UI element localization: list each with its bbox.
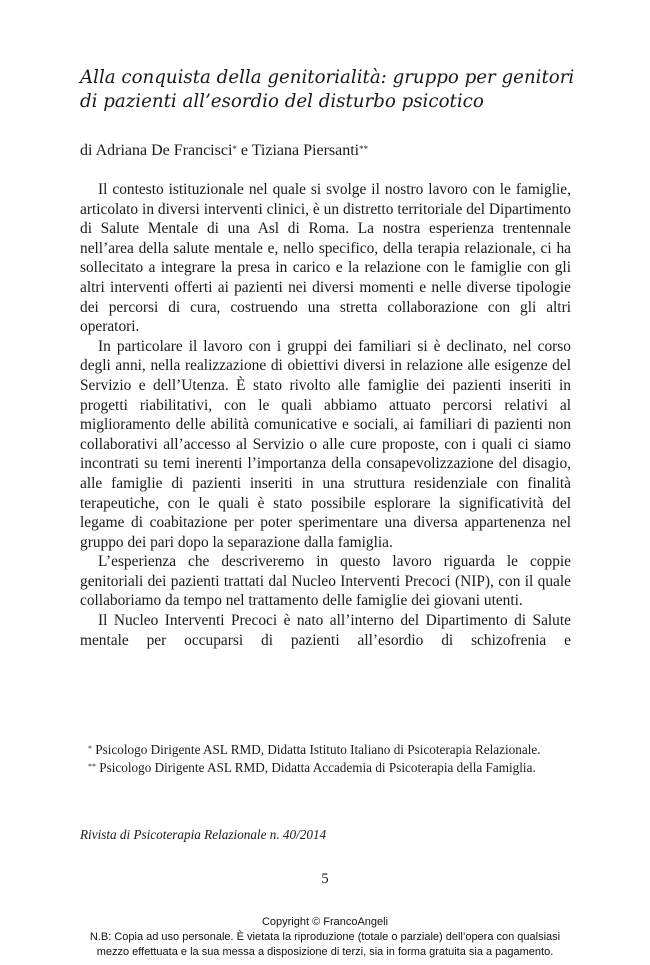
copyright-line-3: mezzo effettuata e la sua messa a disposizione di terzi, sia in forma gratuita sia a pagamento. xyxy=(96,946,554,958)
title-line-2: di pazienti all’esordio del disturbo psicotico xyxy=(80,91,484,112)
paragraph: In particolare il lavoro con i gruppi dei familiari si è declinato, nel corso degli anni, nella realizzazione di obiettivi diversi in relazione alle esigenze del Servizio e dell’Utenza. È stato rivolto alle famiglie dei pazienti inseriti in progetti riabilitativi, con le quali abbiamo attuato percorsi relativi al miglioramento delle abilità comunicative e sociali, ai familiari di pazienti non collaborativi all’accesso al Servizio o alle cure proposte, con i quali ci siamo incontrati su temi inerenti l’importanza della consapevolizzazione del disagio, alle famiglie di pazienti inseriti in una struttura residenziale con finalità terapeutiche, con le quali è stato possibile esplorare la significatività del legame di coabitazione per poter sperimentare una diversa appartenenza nel gruppo dei pari dopo la separazione dalla famiglia. xyxy=(80,337,571,551)
footnote-mark: * xyxy=(88,744,92,753)
author-line xyxy=(80,141,368,161)
footnote-mark-2: ** xyxy=(359,144,369,154)
footnotes xyxy=(80,741,571,776)
paragraph: L’esperienza che descriveremo in questo lavoro riguarda le coppie genitoriali dei pazienti trattati dal Nucleo Interventi Precoci (NIP), con il quale collaboriamo da tempo nel trattamento delle famiglie dei giovani utenti. xyxy=(80,553,571,610)
footnote-text: Psicologo Dirigente ASL RMD, Didatta Accademia di Psicoterapia della Famiglia. xyxy=(96,759,536,775)
footnote-mark-1: * xyxy=(232,144,237,154)
article-body xyxy=(80,180,571,650)
footnote xyxy=(80,741,571,759)
journal-reference: Rivista di Psicoterapia Relazionale n. 40/2014 xyxy=(80,827,327,842)
paragraph: Il contesto istituzionale nel quale si svolge il nostro lavoro con le famiglie, articolato in diversi interventi clinici, è un distretto territoriale del Dipartimento di Salute Mentale di una Asl di Roma. La nostra esperienza trentennale nell’area della salute mentale e, nello specifico, della terapia relazionale, ci ha sollecitato a integrare la presa in carico e la relazione con le famiglie con gli altri interventi offerti ai pazienti nei diversi momenti e nelle diverse tipologie dei percorsi di cura, costruendo una stretta collaborazione con gli altri operatori. xyxy=(80,181,571,336)
footnote-text: Psicologo Dirigente ASL RMD, Didatta Istituto Italiano di Psicoterapia Relazionale. xyxy=(92,742,541,757)
copyright-line-1: Copyright © FrancoAngeli xyxy=(261,916,389,928)
title-line-1: Alla conquista della genitorialità: gruppo per genitori xyxy=(80,67,575,88)
author-2: e Tiziana Piersanti xyxy=(236,142,360,159)
footnote-mark: ** xyxy=(88,761,96,771)
copyright-line-2: N.B: Copia ad uso personale. È vietata la riproduzione (totale o parziale) dell’opera con qualsiasi xyxy=(89,931,561,943)
page-number: 5 xyxy=(321,871,329,887)
footnote xyxy=(80,759,571,777)
paragraph: Il Nucleo Interventi Precoci è nato all’interno del Dipartimento di Salute mentale per occuparsi di pazienti all’esordio di schizofrenia e xyxy=(80,612,571,649)
author-1: di Adriana De Francisci xyxy=(80,142,233,159)
copyright-notice xyxy=(0,915,650,960)
article-title xyxy=(80,66,580,114)
